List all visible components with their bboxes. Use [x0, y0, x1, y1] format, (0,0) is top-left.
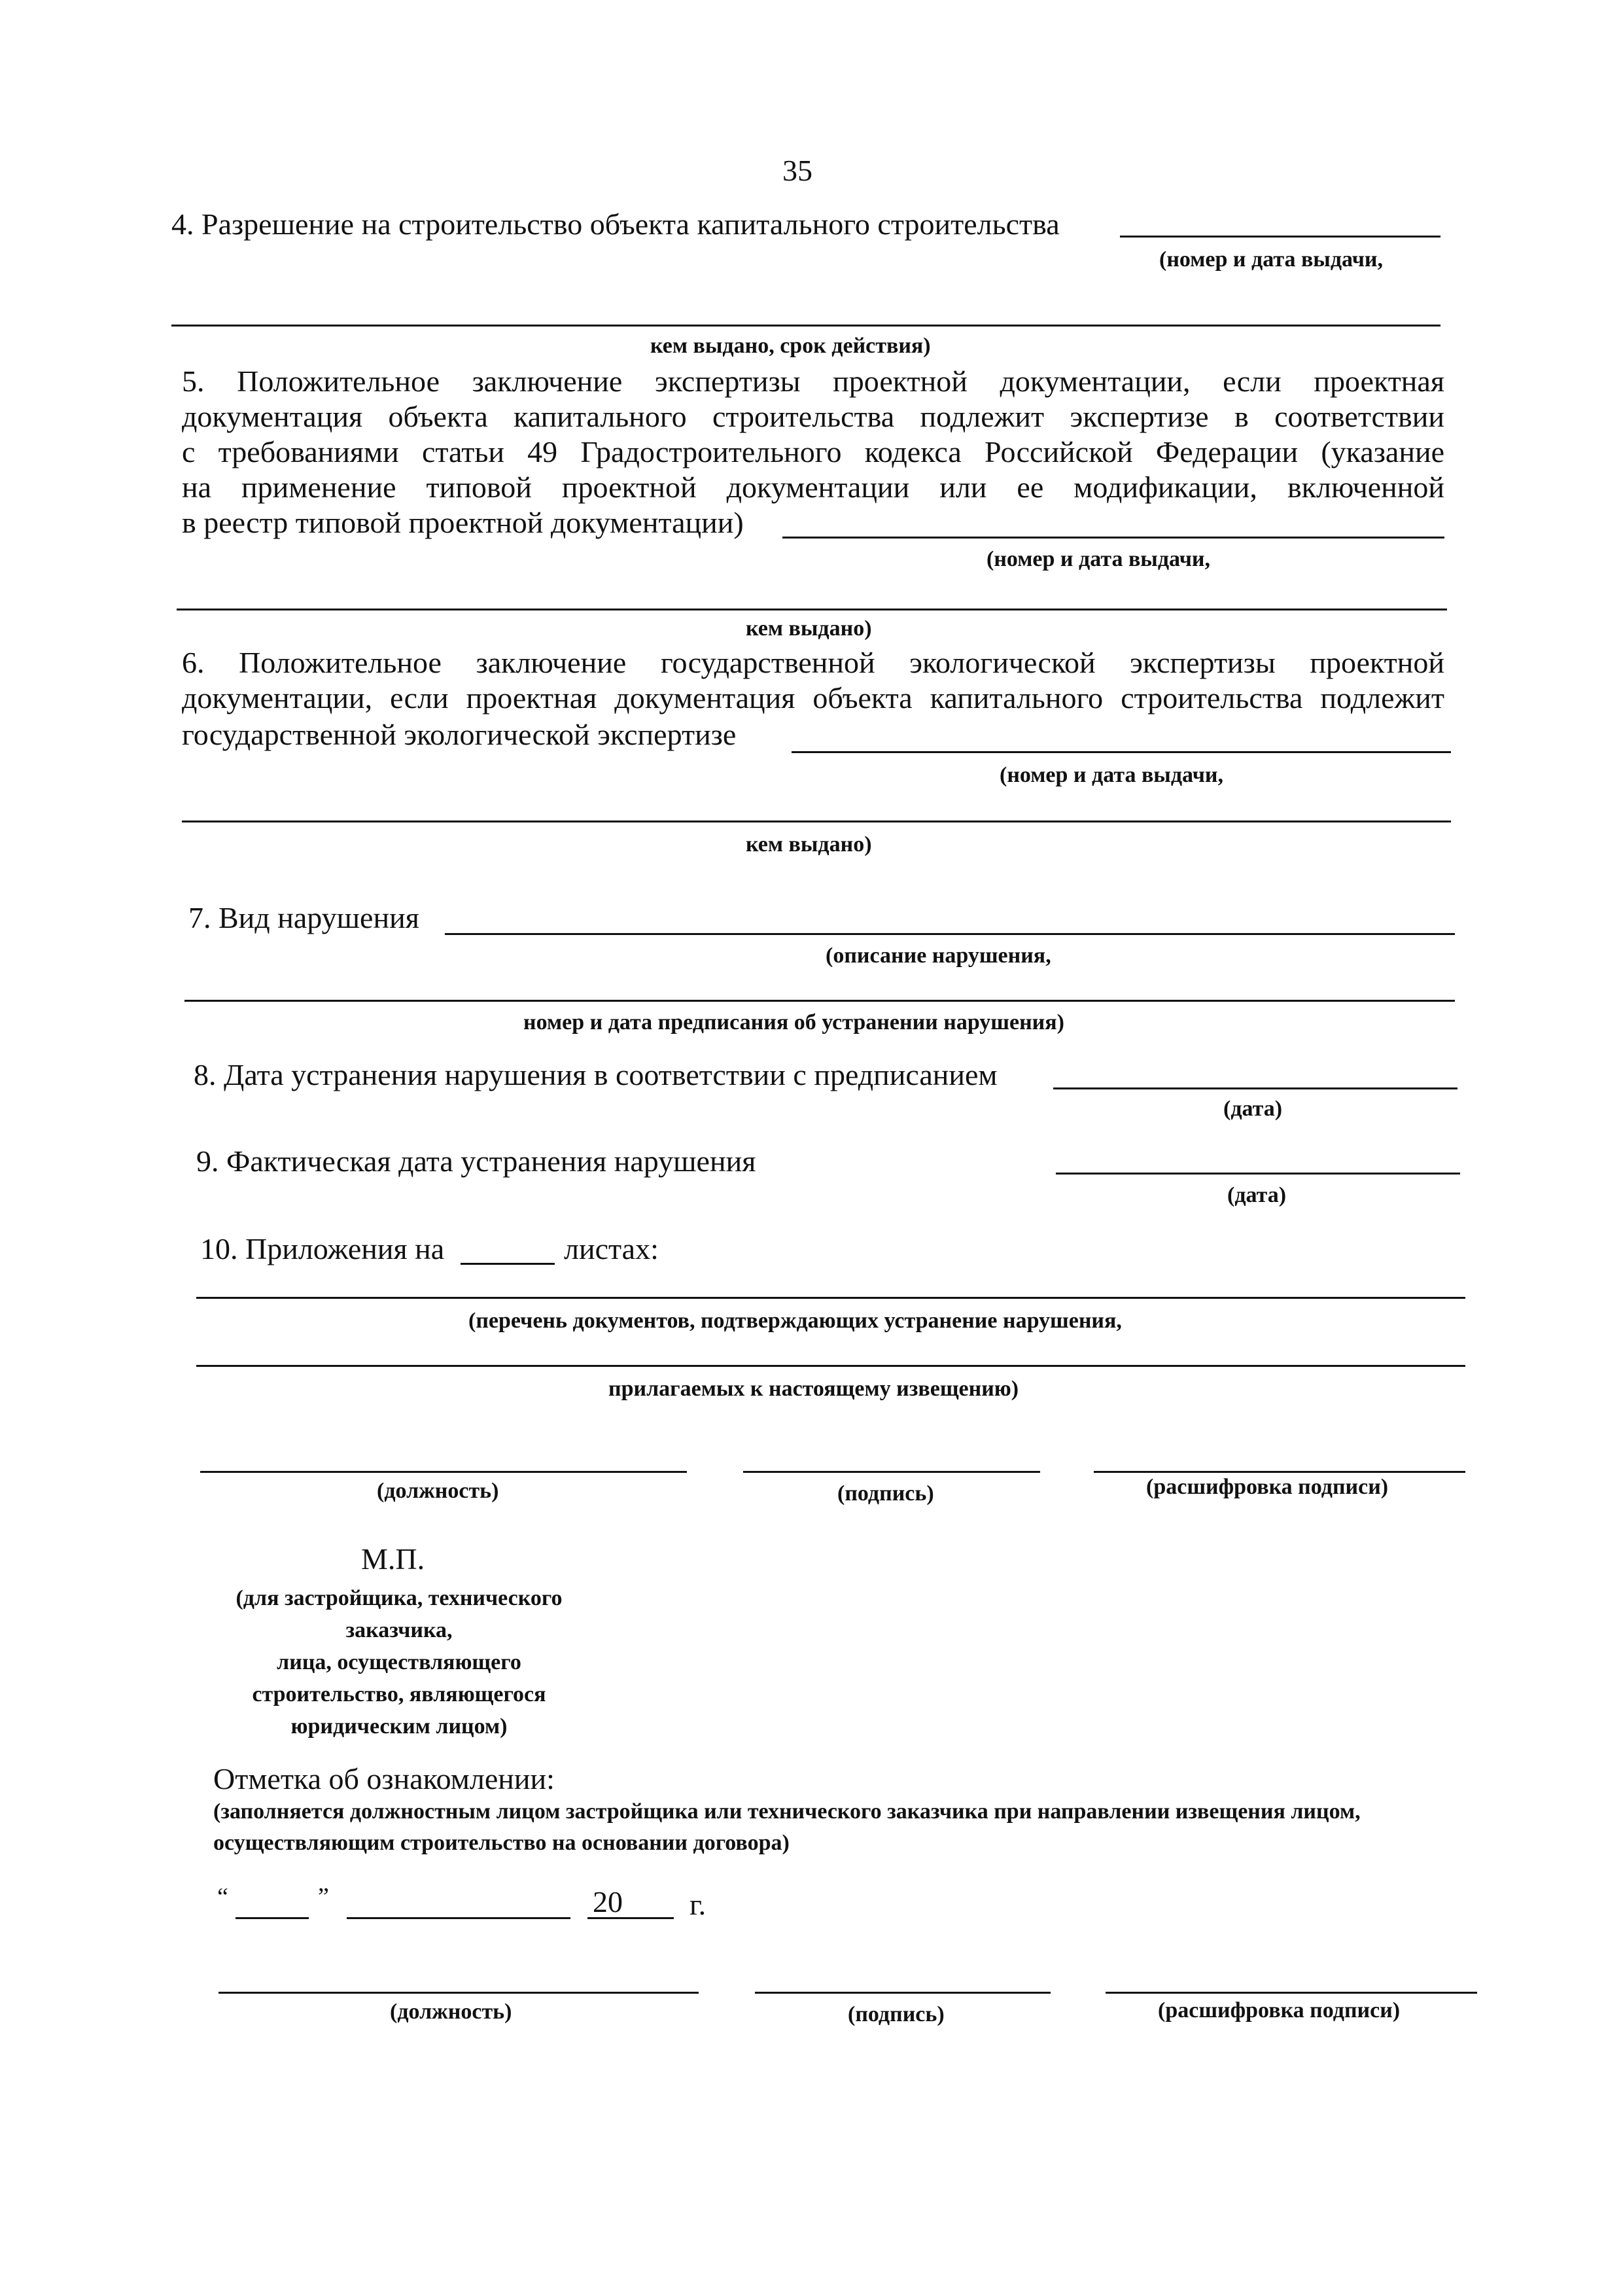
item10-hint-attached: прилагаемых к настоящему извещению) — [608, 1377, 1019, 1401]
item6-line-1: 6. Положительное заключение государственной экологической экспертизы проектной — [182, 646, 1444, 679]
item10-field-line — [196, 1297, 1465, 1299]
item8-field-line — [1053, 1087, 1457, 1089]
stamp-note — [196, 1582, 602, 1742]
signature1-signature-label: (подпись) — [837, 1481, 934, 1506]
item5-line-4: на применение типовой проектной документации или ее модификации, включенной — [182, 470, 1444, 504]
item5-line-1: 5. Положительное заключение экспертизы проектной документации, если проектная — [182, 364, 1444, 398]
acknowledgement-title: Отметка об ознакомлении: — [213, 1762, 555, 1795]
signature2-signature-label: (подпись) — [848, 2002, 945, 2026]
item4-hint-number-date: (номер и дата выдачи, — [1159, 247, 1383, 272]
signature2-position-label: (должность) — [390, 2000, 512, 2024]
stamp-note-line-3: лица, осуществляющего — [277, 1650, 521, 1674]
item6-field-line-2 — [182, 821, 1451, 822]
signature1-position-line — [200, 1471, 687, 1473]
item6-hint-issuer: кем выдано) — [746, 832, 872, 857]
stamp-note-line-4: строительство, являющегося — [252, 1682, 546, 1706]
item5-line-3: с требованиями статьи 49 Градостроительного кодекса Российской Федерации (указание — [182, 435, 1444, 468]
item10-field-line-2 — [196, 1365, 1465, 1367]
item9-text: 9. Фактическая дата устранения нарушения — [196, 1144, 756, 1178]
stamp-note-line-1: (для застройщика, технического — [236, 1586, 563, 1610]
signature2-position-line — [218, 1992, 699, 1994]
item7-field-line — [445, 933, 1455, 935]
item6-hint-number-date: (номер и дата выдачи, — [1000, 763, 1223, 787]
item10-suffix: листах: — [564, 1232, 659, 1265]
stamp-note-line-2: заказчика, — [345, 1618, 453, 1642]
item10-hint-documents: (перечень документов, подтверждающих устранение нарушения, — [468, 1309, 1122, 1333]
item6-line-2: документации, если проектная документация объекта капитального строительства подлежит — [182, 681, 1444, 715]
item10-sheets-line — [461, 1263, 555, 1265]
item4-field-line-2 — [171, 325, 1440, 327]
item5-field-line — [782, 537, 1444, 539]
item9-hint-date: (дата) — [1227, 1183, 1287, 1207]
acknowledgement-note-line-1: (заполняется должностным лицом застройщика или технического заказчика при направлении извещения лицом, — [213, 1799, 1361, 1824]
date-quote-close: ” — [318, 1883, 329, 1911]
item7-hint-order: номер и дата предписания об устранении нарушения) — [523, 1010, 1064, 1034]
item6-field-line — [792, 751, 1451, 753]
date-year-suffix: г. — [689, 1888, 707, 1921]
stamp-note-line-5: юридическим лицом) — [290, 1714, 508, 1739]
signature2-decoding-label: (расшифровка подписи) — [1158, 1998, 1401, 2022]
item4-text: 4. Разрешение на строительство объекта капитального строительства — [171, 207, 1060, 241]
item10-prefix: 10. Приложения на — [200, 1232, 445, 1265]
page-number: 35 — [782, 154, 812, 187]
item8-hint-date: (дата) — [1223, 1097, 1283, 1121]
signature1-position-label: (должность) — [377, 1479, 499, 1503]
item7-hint-description: (описание нарушения, — [826, 944, 1051, 968]
item5-last-line: в реестр типовой проектной документации) — [182, 506, 744, 539]
signature2-decoding-line — [1106, 1992, 1477, 1994]
signature2-signature-line — [755, 1992, 1051, 1994]
item5-hint-number-date: (номер и дата выдачи, — [986, 547, 1210, 571]
item9-field-line — [1056, 1173, 1460, 1174]
item4-field-line — [1120, 236, 1440, 238]
date-quote-open: “ — [217, 1883, 228, 1911]
signature1-signature-line — [743, 1471, 1040, 1473]
date-month-line — [347, 1917, 570, 1919]
date-year-prefix: 20 — [593, 1885, 623, 1918]
item7-field-line-2 — [184, 1000, 1455, 1002]
item5-line-2: документация объекта капитального строительства подлежит экспертизе в соответствии — [182, 400, 1444, 433]
acknowledgement-note-line-2: осуществляющим строительство на основании договора) — [213, 1831, 790, 1855]
item6-last-line: государственной экологической экспертизе — [182, 718, 737, 751]
item4-hint-issuer-validity: кем выдано, срок действия) — [650, 334, 931, 358]
signature1-decoding-label: (расшифровка подписи) — [1146, 1475, 1389, 1499]
stamp-title: М.П. — [361, 1542, 425, 1576]
date-day-line — [236, 1917, 309, 1919]
item7-text: 7. Вид нарушения — [188, 901, 419, 934]
signature1-decoding-line — [1094, 1471, 1465, 1473]
item5-field-line-2 — [177, 609, 1447, 610]
item5-hint-issuer: кем выдано) — [746, 616, 872, 641]
date-year-line — [587, 1917, 674, 1919]
item8-text: 8. Дата устранения нарушения в соответствии с предписанием — [194, 1058, 998, 1091]
